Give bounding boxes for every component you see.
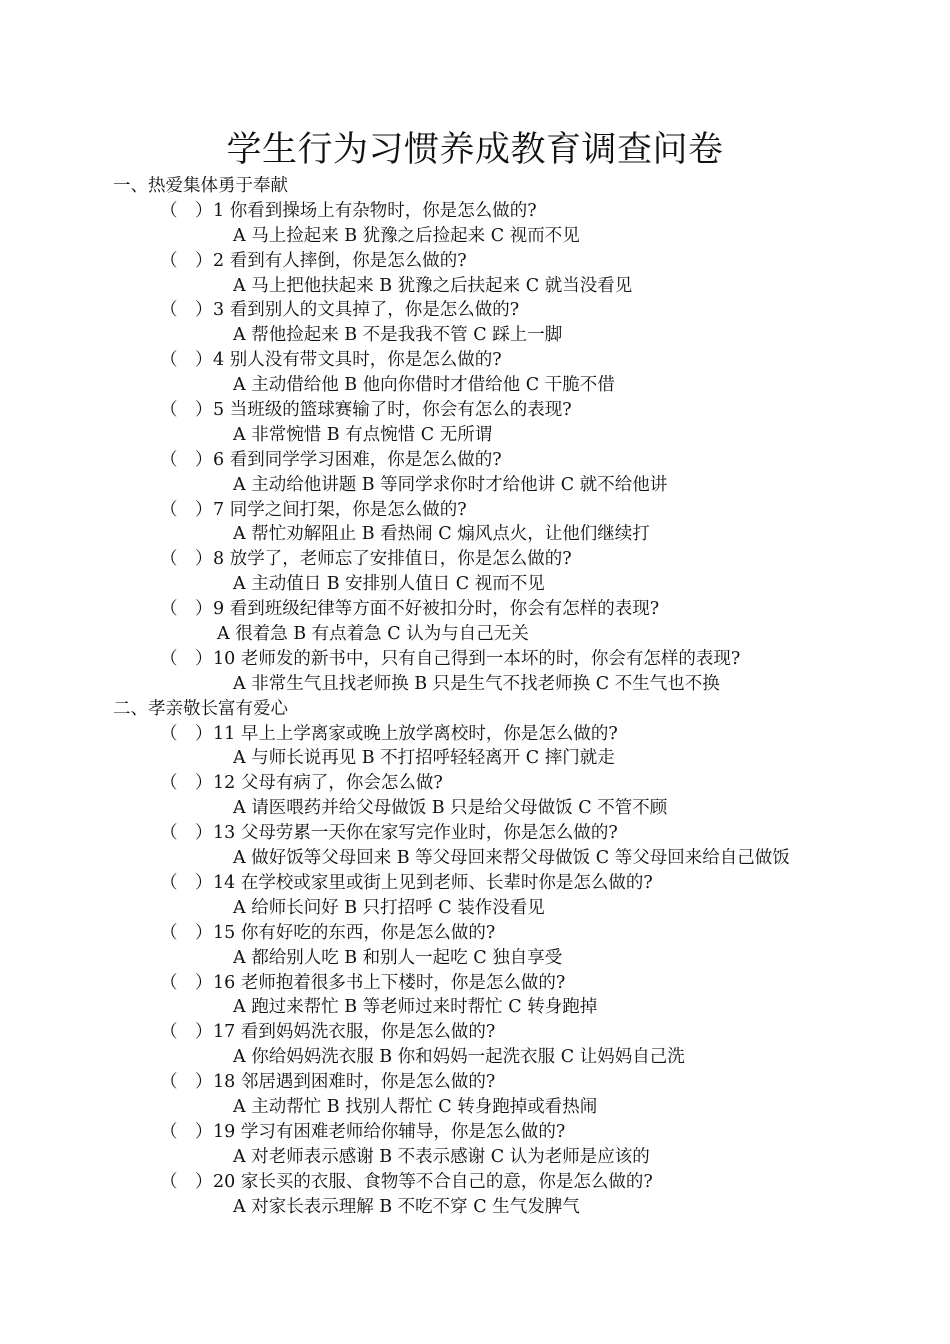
question-options: A 主动帮忙 B 找别人帮忙 C 转身跑掉或看热闹	[233, 1096, 598, 1117]
question-options: A 非常生气且找老师换 B 只是生气不找老师换 C 不生气也不换	[233, 673, 720, 694]
question-options: A 都给别人吃 B 和别人一起吃 C 独自享受	[233, 947, 563, 968]
question-options: A 与师长说再见 B 不打招呼轻轻离开 C 摔门就走	[233, 748, 615, 769]
question-item	[0, 647, 950, 672]
question-options: A 做好饭等父母回来 B 等父母回来帮父母做饭 C 等父母回来给自己做饭	[233, 848, 790, 869]
question-options: A 主动借给他 B 他向你借时才借给他 C 干脆不借	[233, 375, 615, 396]
answer-blank[interactable]: （ ）	[160, 773, 213, 794]
question-item	[0, 971, 950, 996]
question-options: A 帮他捡起来 B 不是我我不管 C 踩上一脚	[233, 325, 563, 346]
answer-blank[interactable]: （ ）	[160, 400, 213, 421]
answer-blank[interactable]: （ ）	[160, 350, 213, 371]
question-options: A 对家长表示理解 B 不吃不穿 C 生气发脾气	[233, 1196, 580, 1217]
question-item	[0, 1170, 950, 1195]
answer-blank[interactable]: （ ）	[160, 1022, 213, 1043]
questionnaire-body	[0, 174, 950, 1219]
question-item	[0, 921, 950, 946]
question-text: 13 父母劳累一天你在家写完作业时，你是怎么做的?	[213, 823, 618, 844]
question-text: 12 父母有病了，你会怎么做?	[213, 773, 443, 794]
section-heading: 一、热爱集体勇于奉献	[113, 176, 288, 196]
section-heading: 二、孝亲敬长富有爱心	[113, 698, 288, 719]
question-text: 4 别人没有带文具时，你是怎么做的?	[213, 350, 502, 371]
question-text: 18 邻居遇到困难时，你是怎么做的?	[213, 1072, 496, 1093]
question-text: 7 同学之间打架，你是怎么做的?	[213, 499, 467, 520]
question-text: 2 看到有人摔倒，你是怎么做的?	[213, 250, 467, 271]
question-options: A 对老师表示感谢 B 不表示感谢 C 认为老师是应该的	[233, 1146, 650, 1167]
question-options: A 跑过来帮忙 B 等老师过来时帮忙 C 转身跑掉	[233, 997, 598, 1018]
question-text: 9 看到班级纪律等方面不好被扣分时，你会有怎样的表现?	[213, 599, 660, 620]
question-text: 20 家长买的衣服、食物等不合自己的意，你是怎么做的?	[213, 1171, 653, 1192]
answer-blank[interactable]: （ ）	[160, 723, 213, 744]
question-text: 3 看到别人的文具掉了，你是怎么做的?	[213, 300, 520, 321]
question-text: 15 你有好吃的东西，你是怎么做的?	[213, 922, 496, 943]
question-item	[0, 597, 950, 622]
answer-blank[interactable]: （ ）	[160, 449, 213, 470]
question-options: A 马上把他扶起来 B 犹豫之后扶起来 C 就当没看见	[233, 275, 633, 296]
question-item	[0, 547, 950, 572]
question-text: 5 当班级的篮球赛输了时，你会有怎么的表现?	[213, 400, 572, 421]
answer-blank[interactable]: （ ）	[160, 872, 213, 893]
question-text: 14 在学校或家里或街上见到老师、长辈时你是怎么做的?	[213, 872, 653, 893]
question-text: 17 看到妈妈洗衣服，你是怎么做的?	[213, 1022, 496, 1043]
answer-blank[interactable]: （ ）	[160, 823, 213, 844]
question-item	[0, 298, 950, 323]
answer-blank[interactable]: （ ）	[160, 1072, 213, 1093]
answer-blank[interactable]: （ ）	[160, 599, 213, 620]
answer-blank[interactable]: （ ）	[160, 200, 213, 221]
question-item	[0, 1070, 950, 1095]
question-text: 1 你看到操场上有杂物时，你是怎么做的?	[213, 200, 537, 221]
answer-blank[interactable]: （ ）	[160, 250, 213, 271]
question-item	[0, 498, 950, 523]
question-options: A 帮忙劝解阻止 B 看热闹 C 煽风点火，让他们继续打	[233, 524, 650, 545]
question-text: 19 学习有困难老师给你辅导，你是怎么做的?	[213, 1121, 566, 1142]
question-text: 8 放学了，老师忘了安排值日，你是怎么做的?	[213, 549, 572, 570]
question-text: 11 早上上学离家或晚上放学离校时，你是怎么做的?	[213, 723, 618, 744]
question-item	[0, 348, 950, 373]
question-text: 16 老师抱着很多书上下楼时，你是怎么做的?	[213, 972, 566, 993]
answer-blank[interactable]: （ ）	[160, 499, 213, 520]
answer-blank[interactable]: （ ）	[160, 648, 213, 669]
answer-blank[interactable]: （ ）	[160, 922, 213, 943]
question-item	[0, 1020, 950, 1045]
answer-blank[interactable]: （ ）	[160, 972, 213, 993]
question-item	[0, 398, 950, 423]
answer-blank[interactable]: （ ）	[160, 1171, 213, 1192]
question-item	[0, 821, 950, 846]
question-text: 10 老师发的新书中，只有自己得到一本坏的时，你会有怎样的表现?	[213, 648, 741, 669]
question-item	[0, 771, 950, 796]
answer-blank[interactable]: （ ）	[160, 549, 213, 570]
question-options: A 请医喂药并给父母做饭 B 只是给父母做饭 C 不管不顾	[233, 798, 668, 819]
question-text: 6 看到同学学习困难，你是怎么做的?	[213, 449, 502, 470]
answer-blank[interactable]: （ ）	[160, 1121, 213, 1142]
question-options: A 给师长问好 B 只打招呼 C 装作没看见	[233, 897, 545, 918]
question-item	[0, 199, 950, 224]
question-options: A 主动值日 B 安排别人值日 C 视而不见	[233, 574, 545, 595]
page-title: 学生行为习惯养成教育调查问卷	[226, 130, 724, 170]
question-options: A 主动给他讲题 B 等同学求你时才给他讲 C 就不给他讲	[233, 474, 668, 495]
question-item	[0, 871, 950, 896]
question-item	[0, 1120, 950, 1145]
question-options: A 很着急 B 有点着急 C 认为与自己无关	[217, 624, 529, 645]
question-options: A 马上捡起来 B 犹豫之后捡起来 C 视而不见	[233, 225, 580, 246]
question-options: A 非常惋惜 B 有点惋惜 C 无所谓	[233, 424, 493, 445]
question-item	[0, 722, 950, 747]
question-item	[0, 249, 950, 274]
question-options: A 你给妈妈洗衣服 B 你和妈妈一起洗衣服 C 让妈妈自己洗	[233, 1047, 685, 1068]
question-item	[0, 448, 950, 473]
answer-blank[interactable]: （ ）	[160, 300, 213, 321]
